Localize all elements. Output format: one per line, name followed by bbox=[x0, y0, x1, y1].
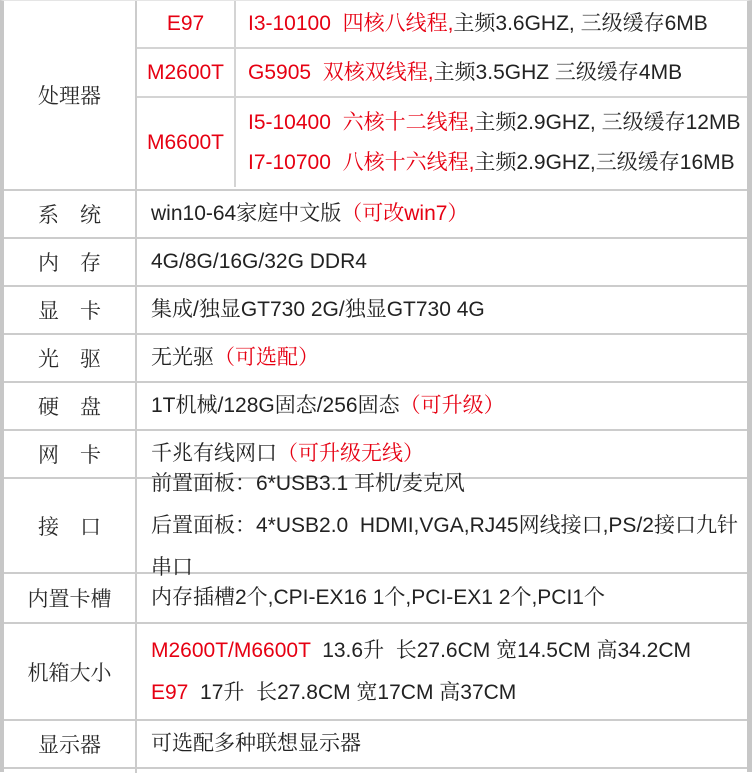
row-value bbox=[137, 721, 747, 767]
row-label-empty bbox=[4, 769, 137, 773]
row-value bbox=[137, 383, 747, 429]
row-value bbox=[137, 239, 747, 285]
cpu-detail: 主频2.9GHZ, 三级缓存12MB bbox=[474, 110, 741, 134]
processor-subrow-e97 bbox=[137, 1, 747, 49]
row-label: 系 统 bbox=[4, 191, 137, 237]
value-note: （可选配） bbox=[214, 346, 319, 369]
row-label: 网 卡 bbox=[4, 431, 137, 477]
spec-line-m2600t-m6600t bbox=[151, 630, 747, 672]
spec-row-ports bbox=[4, 471, 747, 579]
row-value bbox=[137, 335, 747, 381]
spec-line-front-panel: 前置面板：6*USB3.1 耳机/麦克风 bbox=[151, 471, 465, 495]
row-label: 光 驱 bbox=[4, 335, 137, 381]
spec-line-e97 bbox=[151, 672, 747, 714]
spec-row-processor bbox=[4, 1, 747, 191]
spec-line bbox=[151, 297, 747, 323]
cpu-name: I7-10700 八核十六线程, bbox=[248, 150, 475, 174]
value-text: win10-64家庭中文版 bbox=[151, 202, 342, 225]
spec-row-monitor bbox=[4, 721, 747, 769]
spec-line bbox=[151, 393, 747, 419]
case-models: E97 bbox=[151, 680, 189, 704]
cpu-detail: 主频2.9GHZ,三级缓存16MB bbox=[474, 150, 735, 174]
row-value bbox=[137, 574, 747, 622]
value-text: 无光驱 bbox=[151, 346, 214, 369]
spec-line bbox=[248, 11, 747, 37]
case-models: M2600T/M6600T bbox=[151, 638, 311, 662]
value-text: 集成/独显GT730 2G/独显GT730 4G bbox=[151, 298, 485, 321]
row-label-processor: 处理器 bbox=[4, 1, 137, 189]
spec-line bbox=[248, 60, 747, 86]
case-dimensions: 13.6升 长27.6CM 宽14.5CM 高34.2CM bbox=[310, 638, 692, 662]
model-name: E97 bbox=[137, 1, 236, 47]
model-spec bbox=[236, 49, 747, 96]
cpu-name: I3-10100 四核八线程, bbox=[248, 12, 454, 35]
row-label: 硬 盘 bbox=[4, 383, 137, 429]
spec-line bbox=[248, 103, 747, 143]
row-value bbox=[137, 287, 747, 333]
spec-line bbox=[151, 249, 747, 275]
value-text: 内存插槽2个,CPI-EX16 1个,PCI-EX1 2个,PCI1个 bbox=[151, 586, 605, 609]
value-text: 可选配多种联想显示器 bbox=[151, 732, 361, 755]
spec-row-optical-drive bbox=[4, 335, 747, 383]
row-label: 内置卡槽 bbox=[4, 574, 137, 622]
value-note: （可升级） bbox=[399, 394, 505, 417]
value-text: 千兆有线网口 bbox=[151, 442, 277, 465]
spec-line bbox=[151, 201, 747, 227]
spec-line bbox=[151, 585, 747, 611]
model-spec bbox=[236, 1, 747, 47]
spec-line-rear-panel: 后置面板：4*USB2.0 HDMI,VGA,RJ45网线接口,PS/2接口九针串口 bbox=[151, 513, 738, 579]
model-name: M2600T bbox=[137, 49, 236, 96]
value-note: （可改win7） bbox=[341, 202, 469, 225]
case-dimensions: 17升 长27.8CM 宽17CM 高37CM bbox=[188, 680, 517, 704]
row-label: 显 卡 bbox=[4, 287, 137, 333]
spec-line bbox=[151, 731, 747, 757]
spec-row-case-size bbox=[4, 624, 747, 721]
spec-row-memory bbox=[4, 239, 747, 287]
processor-subrow-m6600t bbox=[137, 98, 747, 187]
row-label: 显示器 bbox=[4, 721, 137, 767]
spec-row-slots bbox=[4, 574, 747, 624]
model-name: M6600T bbox=[137, 98, 236, 187]
cpu-detail: 主频3.6GHZ, 三级缓存6MB bbox=[453, 12, 708, 35]
spec-row-gpu bbox=[4, 287, 747, 335]
cpu-name: G5905 双核双线程, bbox=[248, 60, 434, 84]
row-value-empty bbox=[137, 769, 747, 773]
row-label: 机箱大小 bbox=[4, 624, 137, 719]
row-label: 内 存 bbox=[4, 239, 137, 285]
model-spec bbox=[236, 98, 747, 187]
row-value bbox=[137, 624, 747, 719]
row-value bbox=[137, 471, 747, 579]
spec-line bbox=[151, 345, 747, 371]
processor-subrow-m2600t bbox=[137, 49, 747, 98]
row-label: 接 口 bbox=[4, 479, 137, 572]
cpu-detail: 主频3.5GHZ 三级缓存4MB bbox=[433, 60, 683, 84]
value-text: 4G/8G/16G/32G DDR4 bbox=[151, 250, 367, 273]
spec-line bbox=[248, 143, 747, 183]
cpu-name: I5-10400 六核十二线程, bbox=[248, 110, 475, 134]
processor-subtable bbox=[137, 1, 747, 189]
spec-row-os bbox=[4, 191, 747, 239]
value-note: （可升级无线） bbox=[277, 442, 424, 465]
value-text: 1T机械/128G固态/256固态 bbox=[151, 394, 400, 417]
row-value bbox=[137, 191, 747, 237]
spec-row-partial bbox=[4, 769, 747, 773]
spec-row-storage bbox=[4, 383, 747, 431]
